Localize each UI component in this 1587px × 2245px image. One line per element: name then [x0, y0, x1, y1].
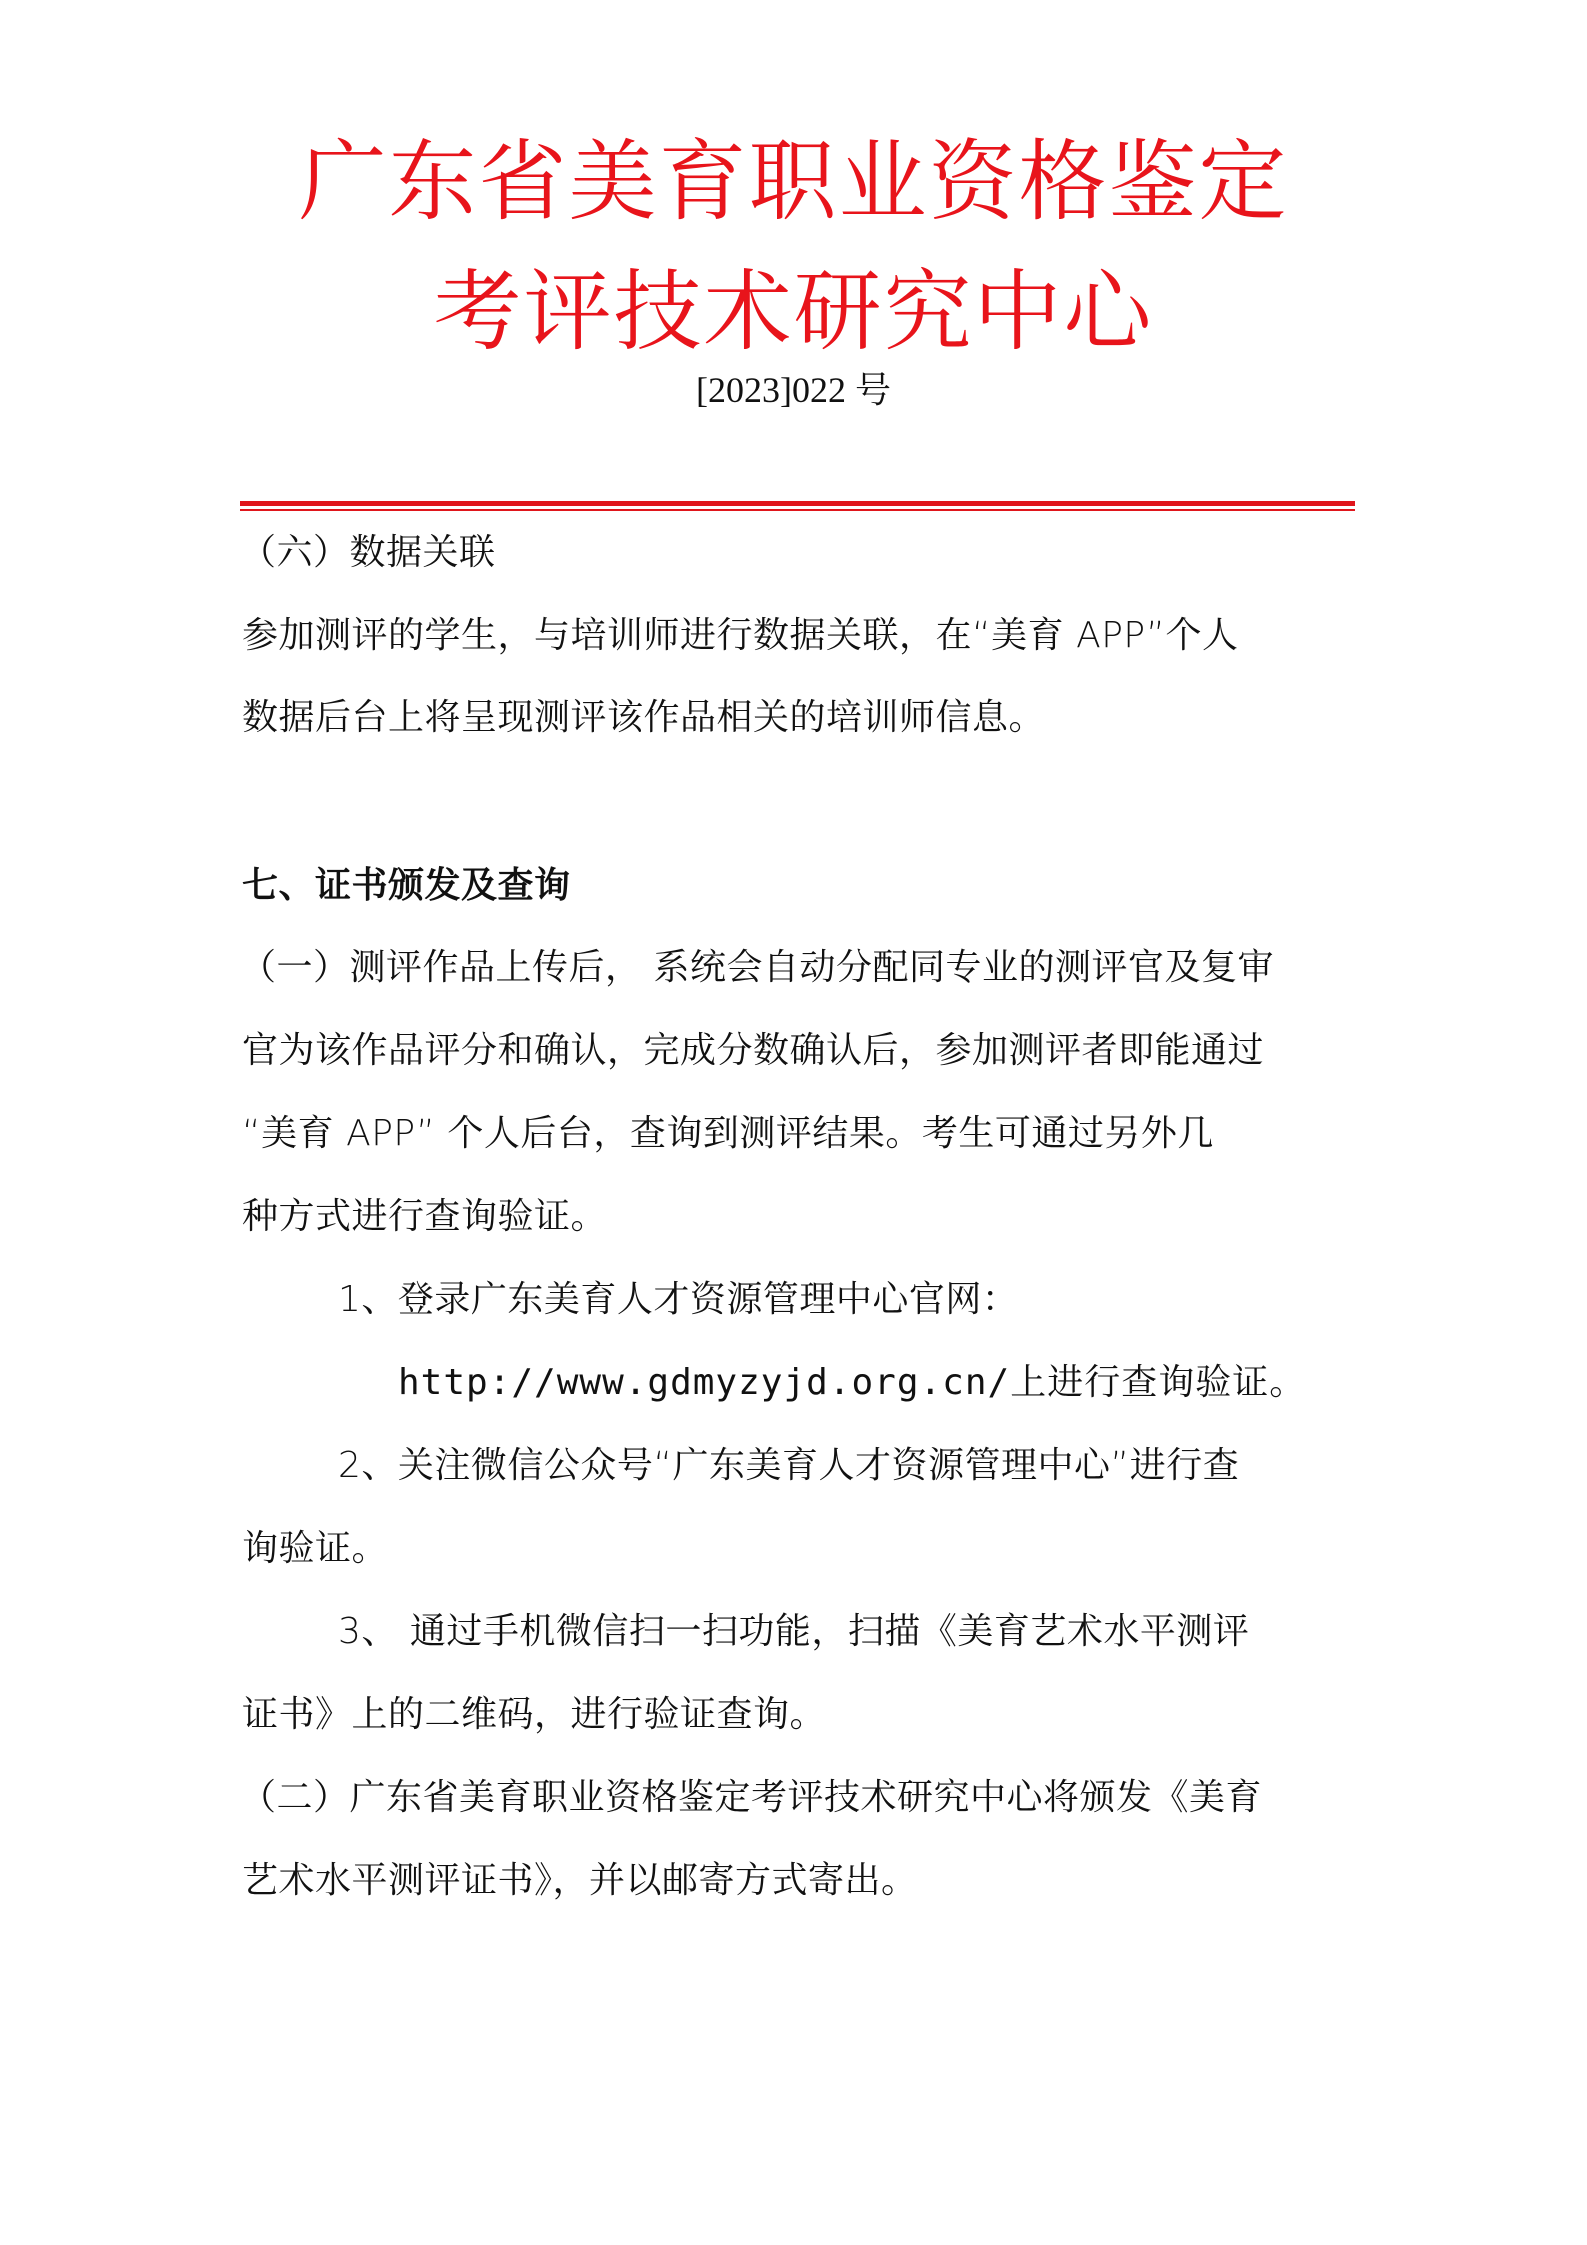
section-6-line-2: 数据后台上将呈现测评该作品相关的培训师信息。 — [242, 697, 1046, 738]
header-divider-thick — [240, 501, 1355, 506]
section-6-heading: （六）数据关联 — [240, 532, 496, 573]
method-1-url-line[interactable]: http://www.gdmyzyjd.org.cn/上进行查询验证。 — [398, 1362, 1307, 1403]
org-title-line-1: 广东省美育职业资格鉴定 — [298, 130, 1289, 233]
section-7-heading: 七、证书颁发及查询 — [242, 865, 571, 906]
method-1-line-1: 1、登录广东美育人才资源管理中心官网： — [338, 1279, 1019, 1320]
org-title-line-2: 考评技术研究中心 — [433, 260, 1154, 363]
section-7-part-1-line-2: 官为该作品评分和确认，完成分数确认后，参加测评者即能通过 — [242, 1030, 1265, 1071]
method-2-line-2: 询验证。 — [242, 1528, 389, 1569]
method-3-line-2: 证书》上的二维码，进行验证查询。 — [242, 1694, 827, 1735]
method-2-line-1: 2、关注微信公众号“广东美育人才资源管理中心”进行查 — [338, 1445, 1240, 1486]
section-6-line-1: 参加测评的学生，与培训师进行数据关联，在“美育 APP”个人 — [242, 615, 1239, 656]
section-7-part-2-line-2: 艺术水平测评证书》，并以邮寄方式寄出。 — [242, 1860, 918, 1901]
section-7-part-1-line-3: “美育 APP” 个人后台，查询到测评结果。考生可通过另外几 — [242, 1113, 1214, 1154]
header-divider-thin — [240, 509, 1355, 511]
section-7-part-1-line-1: （一）测评作品上传后， 系统会自动分配同专业的测评官及复审 — [240, 947, 1274, 988]
section-7-part-1-line-4: 种方式进行查询验证。 — [242, 1196, 608, 1237]
section-7-part-2-line-1: （二）广东省美育职业资格鉴定考评技术研究中心将颁发《美育 — [240, 1777, 1263, 1818]
document-number: [2023]022 号 — [696, 370, 891, 410]
method-3-line-1: 3、 通过手机微信扫一扫功能，扫描《美育艺术水平测评 — [338, 1611, 1250, 1652]
